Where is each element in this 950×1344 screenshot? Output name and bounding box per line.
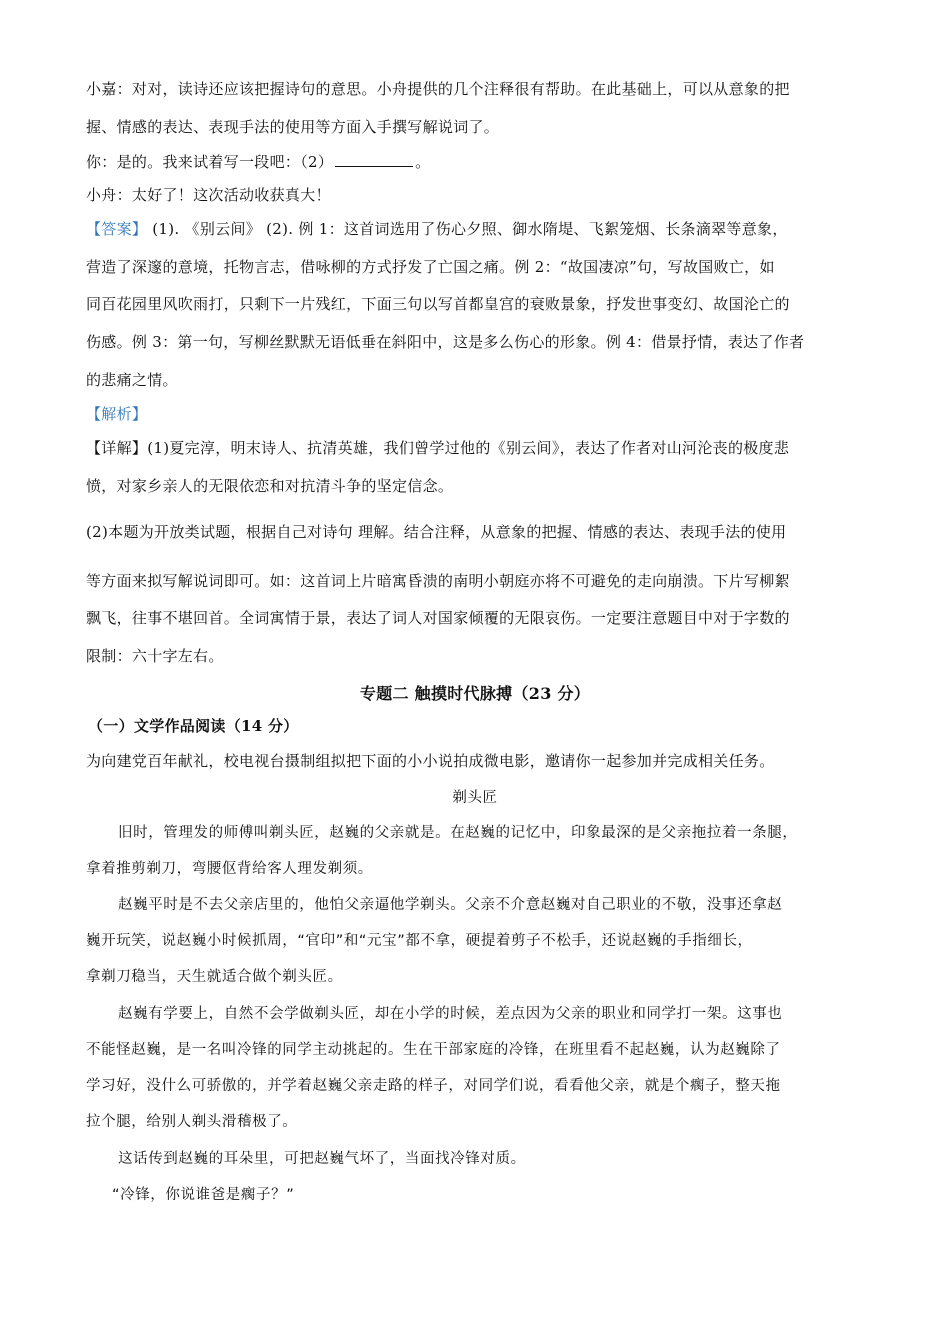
answer-line-3: 同百花园里风吹雨打，只剩下一片残红，下面三句以写首都皇宫的衰败景象，抒发世事变幻、故国沦亡的 <box>86 295 790 313</box>
answer-line-1 <box>86 218 788 239</box>
answer-line-4: 伤感。例 3：第一句，写柳丝默默无语低垂在斜阳中，这是多么伤心的形象。例 4：借景抒情，表达了作者 <box>86 333 805 351</box>
story-p3-line-3: 学习好，没什么可骄傲的，并学着赵巍父亲走路的样子，对同学们说，看看他父亲，就是个瘸子，整天拖 <box>86 1078 781 1094</box>
dialogue-line-3 <box>86 151 430 172</box>
analysis-line-5: 飘飞，往事不堪回首。全词寓情于景，表达了词人对国家倾覆的无限哀伤。一定要注意题目中对于字数的 <box>86 609 790 627</box>
story-title: 剃头匠 <box>452 790 498 806</box>
story-p2-line-2: 巍开玩笑，说赵巍小时候抓周，“官印”和“元宝”都不拿，硬提着剪子不松手，还说赵巍的手指细长， <box>86 933 753 949</box>
dialogue-line-1: 小嘉：对对，读诗还应该把握诗句的意思。小舟提供的几个注释很有帮助。在此基础上，可以从意象的把 <box>86 80 790 98</box>
analysis-line-3: (2)本题为开放类试题，根据自己对诗句 理解。结合注释，从意象的把握、情感的表达、表现手法的使用 <box>86 523 787 541</box>
story-p2-line-1: 赵巍平时是不去父亲店里的，他怕父亲逼他学剃头。父亲不介意赵巍对自己职业的不敬，没事还拿赵 <box>118 897 783 913</box>
analysis-line-4: 等方面来拟写解说词即可。如：这首词上片暗寓昏溃的南明小朝庭亦将不可避免的走向崩溃。下片写柳絮 <box>86 572 790 590</box>
story-p1-line-1: 旧时，管理发的师傅叫剃头匠，赵巍的父亲就是。在赵巍的记忆中，印象最深的是父亲拖拉着一条腿， <box>118 825 798 841</box>
answer-line-2: 营造了深邃的意境，托物言志，借咏柳的方式抒发了亡国之痛。例 2：“故国凄凉”句，写故国败亡，如 <box>86 258 775 276</box>
story-p3-line-2: 不能怪赵巍，是一名叫冷锋的同学主动挑起的。生在干部家庭的冷锋，在班里看不起赵巍，认为赵巍除了 <box>86 1042 781 1058</box>
dialogue-line-4: 小舟：太好了！这次活动收获真大！ <box>86 186 331 204</box>
story-p5: “冷锋，你说谁爸是瘸子？” <box>112 1187 295 1203</box>
section-subtitle: （一）文学作品阅读（14 分） <box>88 717 299 735</box>
analysis-line-6: 限制：六十字左右。 <box>86 647 224 665</box>
section-intro: 为向建党百年献礼，校电视台摄制组拟把下面的小小说拍成微电影，邀请你一起参加并完成相关任务。 <box>86 752 775 770</box>
answer-text-1: (1). 《别云间》 (2). 例 1：这首词选用了伤心夕照、御水隋堤、飞絮笼烟、长条滴翠等意象， <box>147 220 788 238</box>
answer-tag: 【答案】 <box>86 220 148 238</box>
story-p3-line-1: 赵巍有学要上，自然不会学做剃头匠，却在小学的时候，差点因为父亲的职业和同学打一架。这事也 <box>118 1006 783 1022</box>
story-p4: 这话传到赵巍的耳朵里，可把赵巍气坏了，当面找冷锋对质。 <box>118 1151 526 1167</box>
section-title: 专题二 触摸时代脉搏（23 分） <box>359 684 591 703</box>
dialogue-line-3-text: 你：是的。我来试着写一段吧：（2） <box>86 153 334 171</box>
analysis-line-1: 【详解】(1)夏完淳，明末诗人、抗清英雄，我们曾学过他的《别云间》，表达了作者对山河沦丧的极度悲 <box>86 439 790 457</box>
answer-line-5: 的悲痛之情。 <box>86 371 178 389</box>
story-p1-line-2: 拿着推剪剃刀，弯腰伛背给客人理发剃须。 <box>86 861 373 877</box>
story-p3-line-4: 拉个腿，给别人剃头滑稽极了。 <box>86 1114 298 1130</box>
analysis-line-2: 愤，对家乡亲人的无限依恋和对抗清斗争的坚定信念。 <box>86 477 454 495</box>
dialogue-line-2: 握、情感的表达、表现手法的使用等方面入手撰写解说词了。 <box>86 118 500 136</box>
analysis-tag: 【解析】 <box>86 405 148 423</box>
answer-blank <box>335 154 413 167</box>
story-p2-line-3: 拿剃刀稳当，天生就适合做个剃头匠。 <box>86 969 343 985</box>
dialogue-line-3-end: 。 <box>415 153 431 171</box>
